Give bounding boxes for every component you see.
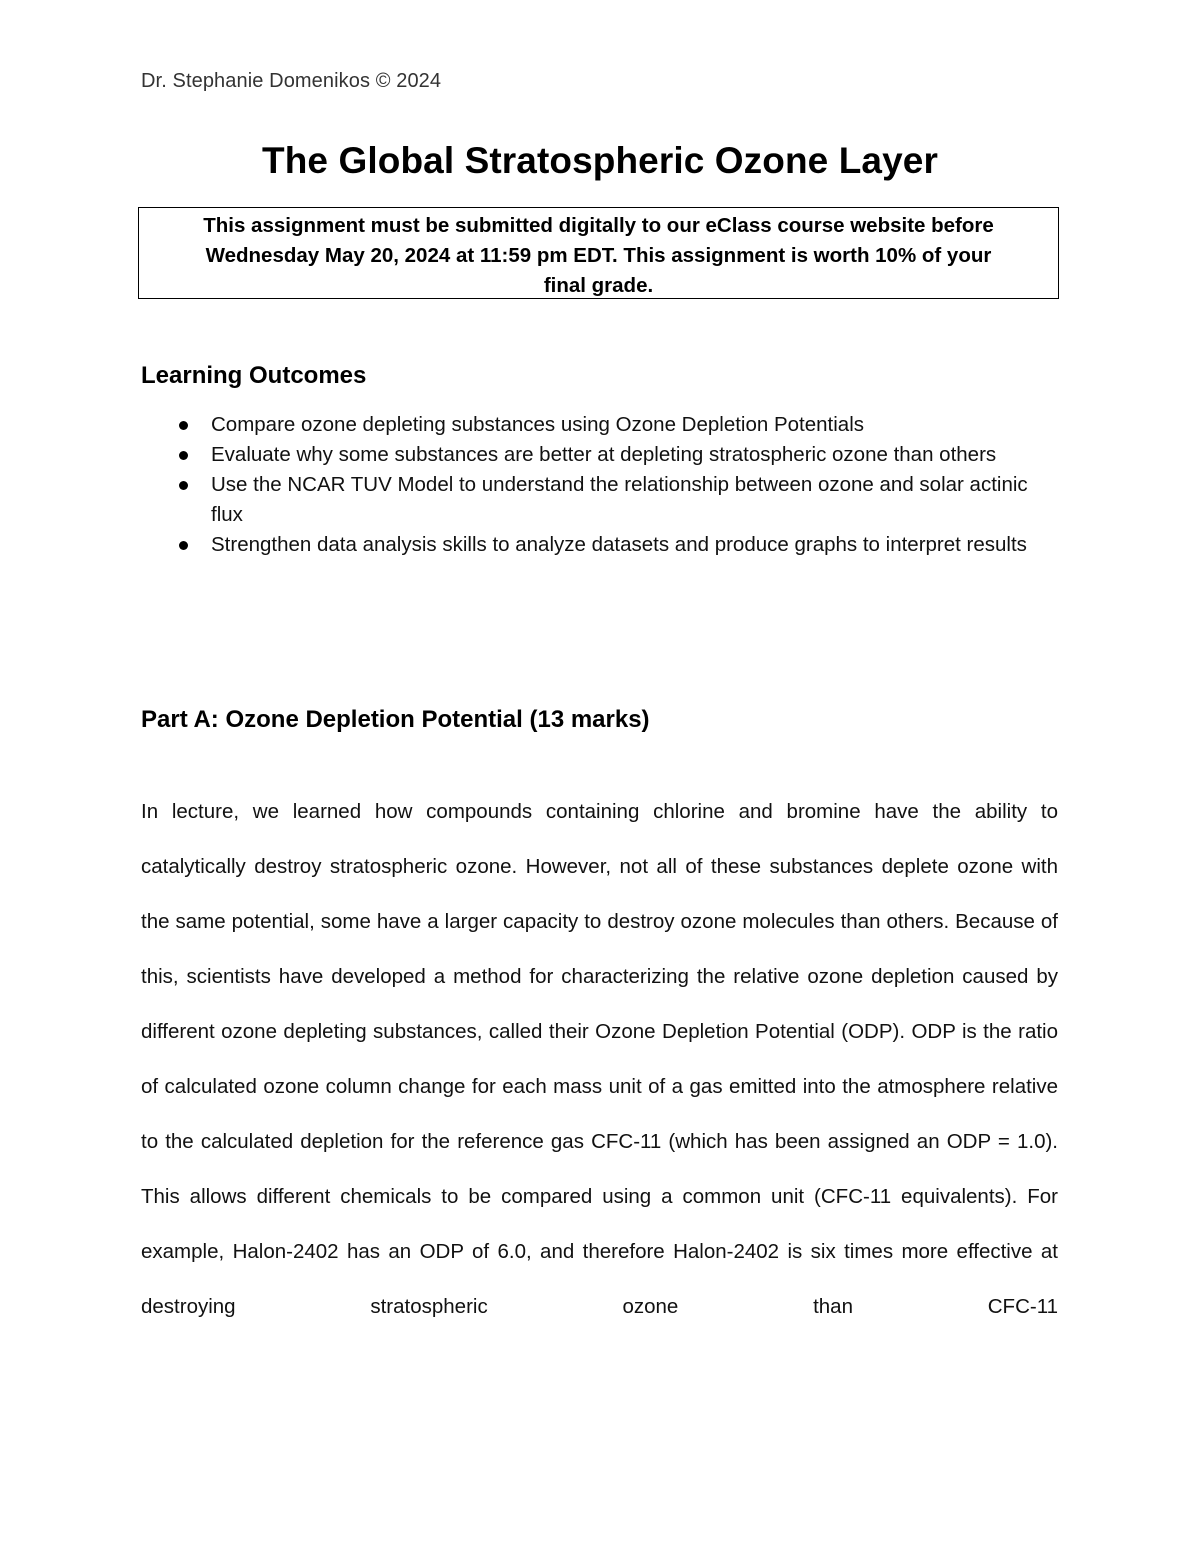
- notice-line-3: final grade.: [543, 274, 654, 297]
- submission-notice-box: [138, 207, 1059, 299]
- part-a-paragraph: In lecture, we learned how compounds containing chlorine and bromine have the ability to catalytically destroy stratospheric ozone. However, not all of these substances deplete ozone with the same potential, some have a larger capacity to destroy ozone molecules than others. Because of this, scientists have developed a method for characterizing the relative ozone depletion caused by different ozone depleting substances, called their Ozone Depletion Potential (ODP). ODP is the ratio of calculated ozone column change for each mass unit of a gas emitted into the atmosphere relative to the calculated depletion for the reference gas CFC-11 (which has been assigned an ODP = 1.0). This allows different chemicals to be compared using a common unit (CFC-11 equivalents). For example, Halon-2402 has an ODP of 6.0, and therefore Halon-2402 is six times more effective at destroying stratospheric ozone than CFC-11: [141, 800, 1058, 1318]
- notice-line-1: This assignment must be submitted digitally to our eClass course website before: [203, 214, 994, 237]
- document-title: The Global Stratospheric Ozone Layer: [262, 140, 938, 181]
- notice-line-2: Wednesday May 20, 2024 at 11:59 pm EDT. This assignment is worth 10% of your: [205, 244, 992, 267]
- list-item: [141, 440, 1061, 470]
- list-item: [141, 470, 1061, 530]
- list-item-text: Use the NCAR TUV Model to understand the relationship between ozone and solar actinic flux: [211, 473, 1028, 526]
- list-item-text: Evaluate why some substances are better at depleting stratospheric ozone than others: [211, 443, 997, 466]
- bullet-icon: [179, 421, 188, 430]
- list-item-text: Strengthen data analysis skills to analyze datasets and produce graphs to interpret results: [211, 533, 1027, 556]
- list-item-text: Compare ozone depleting substances using Ozone Depletion Potentials: [211, 413, 864, 436]
- bullet-icon: [179, 481, 188, 490]
- part-a-heading: Part A: Ozone Depletion Potential (13 marks): [141, 706, 650, 733]
- learning-outcomes-list: [141, 410, 1061, 560]
- bullet-icon: [179, 451, 188, 460]
- learning-outcomes-heading: Learning Outcomes: [141, 362, 367, 389]
- list-item: [141, 530, 1061, 560]
- list-item: [141, 410, 1061, 440]
- bullet-icon: [179, 541, 188, 550]
- author-copyright-line: Dr. Stephanie Domenikos © 2024: [141, 70, 442, 92]
